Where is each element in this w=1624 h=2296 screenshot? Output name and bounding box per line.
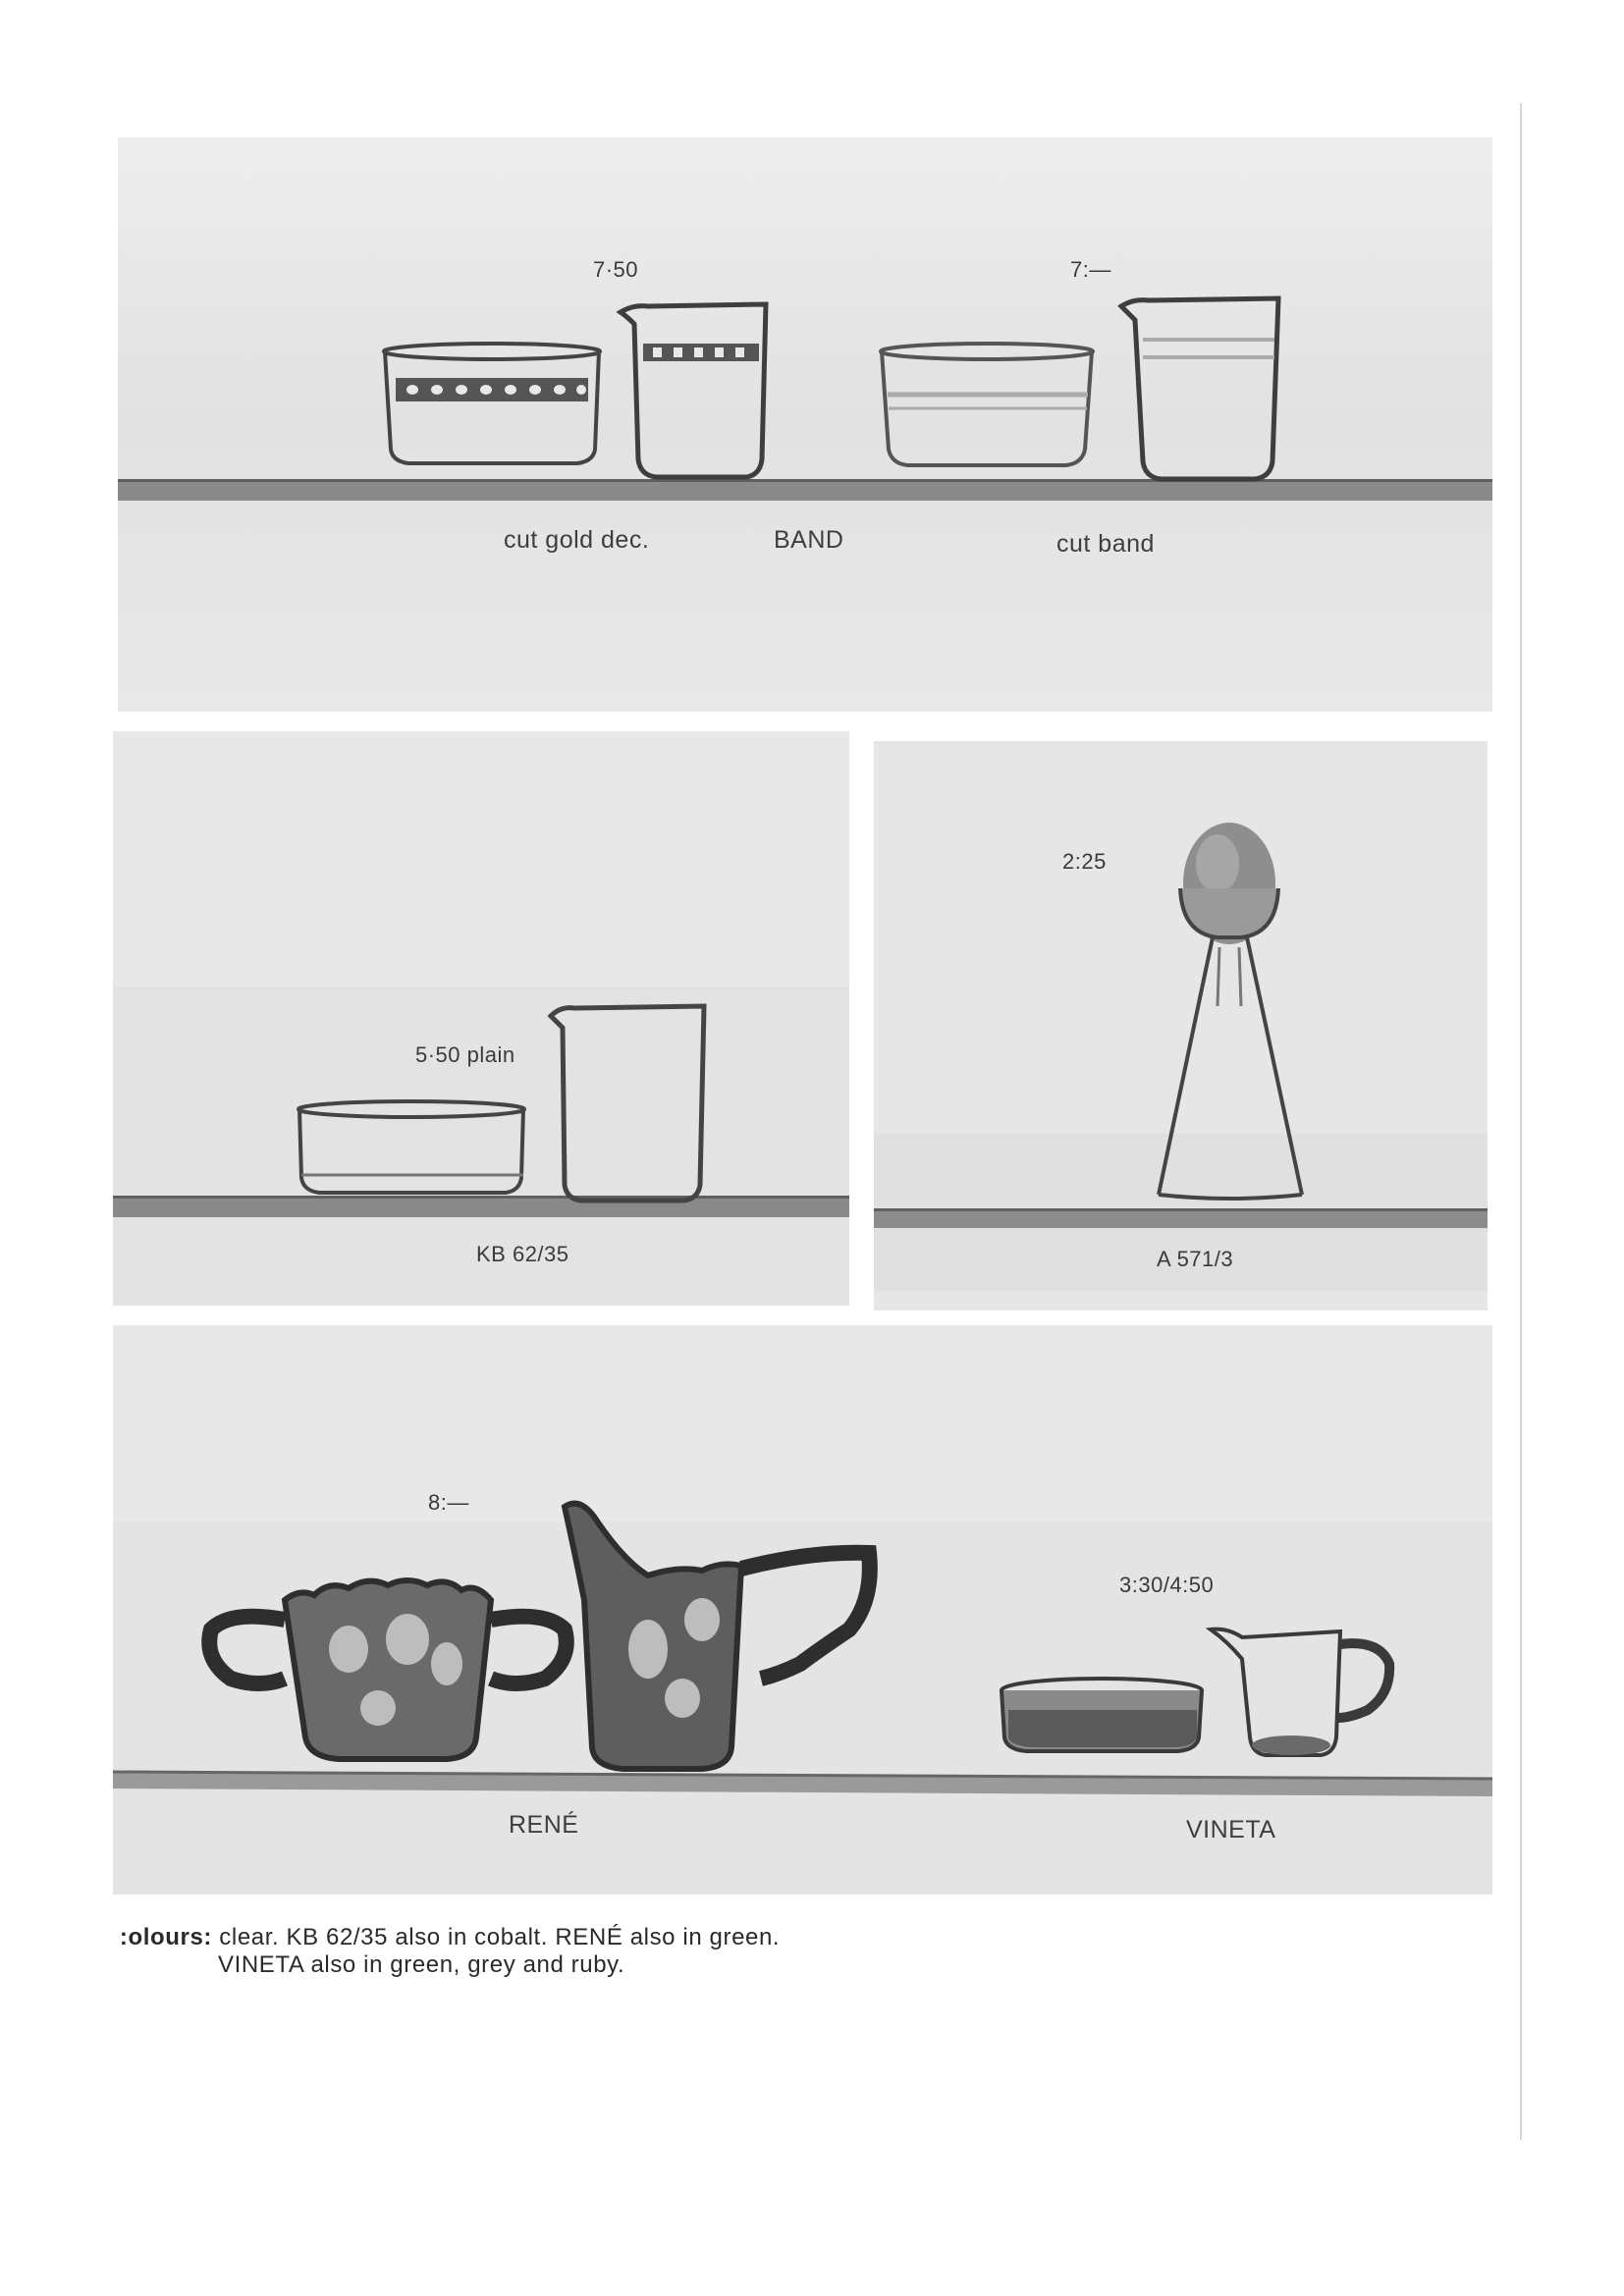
scan-edge-line <box>1520 103 1522 2140</box>
photo-rene-vineta <box>113 1325 1492 1895</box>
caption-line-2: VINETA also in green, grey and ruby. <box>218 1951 625 1978</box>
caption-line-1 <box>96 1924 780 1951</box>
label-rene: RENÉ <box>509 1811 579 1839</box>
caption-heading: :olours: <box>119 1924 212 1950</box>
price-rene: 8:— <box>428 1490 469 1515</box>
photo-a-571-3 <box>874 741 1488 1310</box>
price-cut-band: 7:— <box>1070 257 1111 282</box>
mid-right-panel-image <box>874 741 1488 1310</box>
shelf <box>113 1198 849 1217</box>
price-cut-gold: 7·50 <box>593 257 639 282</box>
label-band: BAND <box>774 526 844 554</box>
price-egg-cup: 2:25 <box>1062 849 1107 874</box>
label-cut-band: cut band <box>1056 530 1155 558</box>
photo-kb-62-35 <box>113 731 849 1306</box>
bottom-panel-image <box>113 1325 1492 1895</box>
label-cut-gold: cut gold dec. <box>504 526 650 554</box>
shelf <box>874 1210 1488 1228</box>
shelf <box>118 481 1492 501</box>
price-vineta: 3:30/4:50 <box>1119 1573 1215 1597</box>
mid-left-panel-image <box>113 731 849 1306</box>
colours-caption <box>96 1924 780 1979</box>
caption-text-1: clear. KB 62/35 also in cobalt. RENÉ also in green. <box>219 1924 781 1950</box>
label-vineta: VINETA <box>1186 1816 1276 1843</box>
photo-top-band-set <box>118 137 1492 712</box>
top-panel-image <box>118 137 1492 712</box>
label-kb-62-35: KB 62/35 <box>476 1242 569 1266</box>
price-plain: 5·50 plain <box>415 1042 515 1067</box>
label-a-571-3: A 571/3 <box>1157 1247 1234 1271</box>
